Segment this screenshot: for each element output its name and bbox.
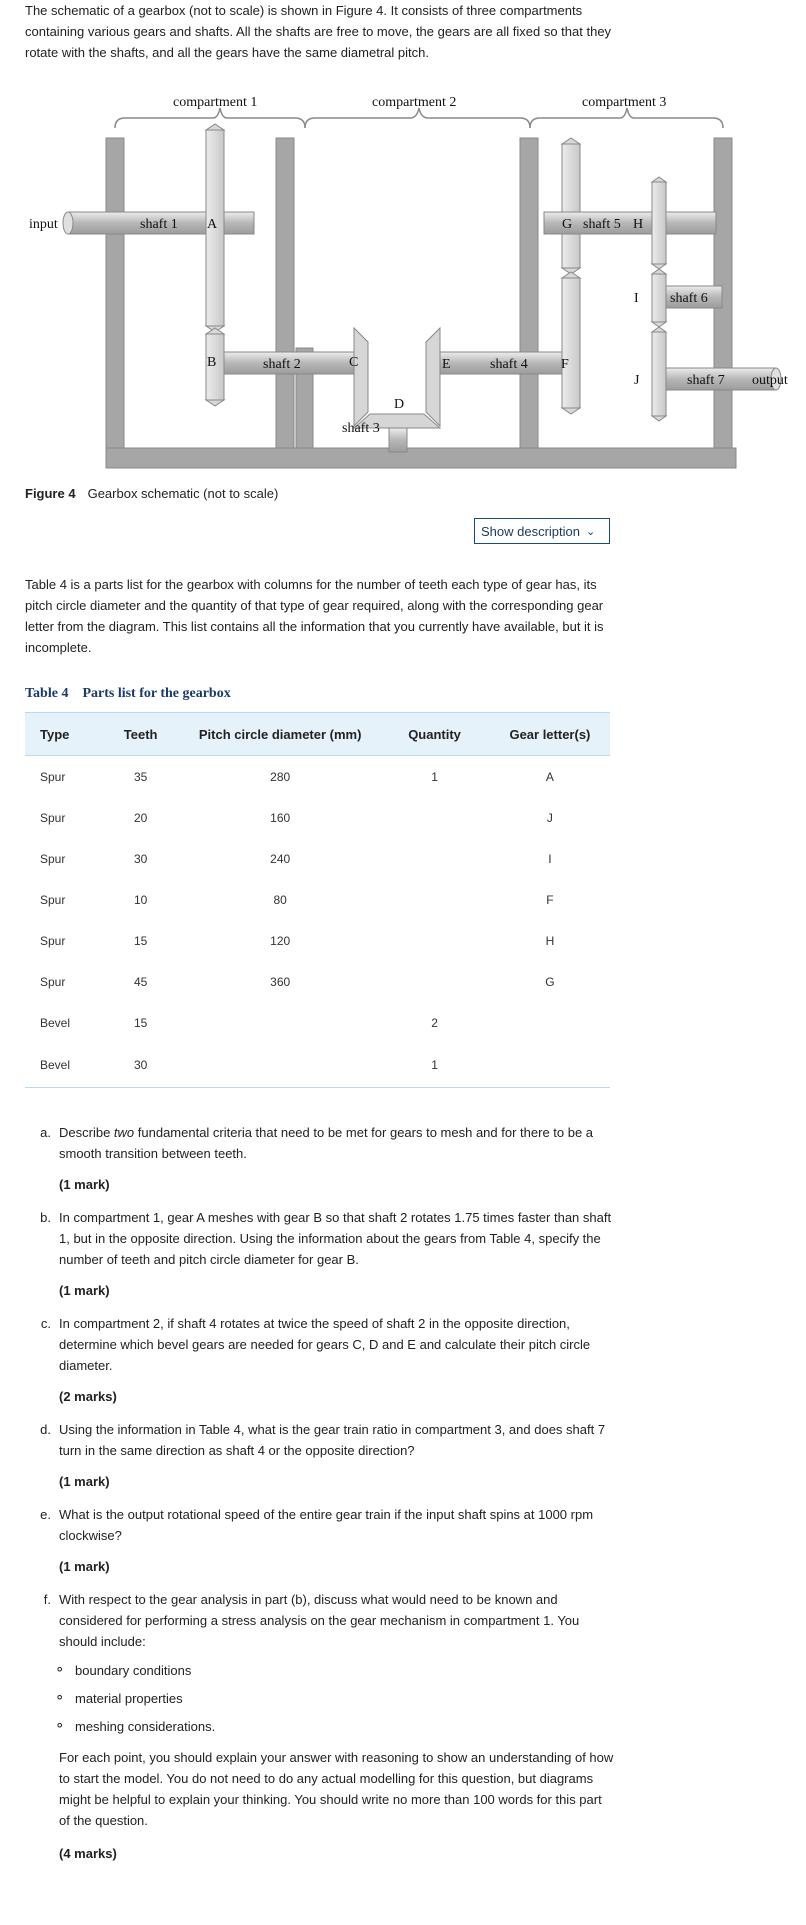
cell-quantity [379,838,490,879]
cell-teeth: 30 [133,851,148,866]
question-f [25,1589,615,1864]
question-text-post: fundamental criteria that need to be met for gears to mesh and for there to be a smooth transition between teeth. [59,1125,594,1161]
cell-pcd: 120 [270,933,291,948]
label-shaft2: shaft 2 [263,357,301,372]
question-letter: f. [43,1592,51,1607]
cell-quantity: 1 [431,769,438,784]
cell-teeth: 35 [133,769,148,784]
label-h: H [633,217,644,232]
parts-table [25,712,610,1088]
label-d: D [394,397,405,412]
question-mark: (2 marks) [59,1389,117,1404]
cell-type: Spur [40,851,66,866]
question-text: In compartment 2, if shaft 4 rotates at twice the speed of shaft 2 in the opposite direction, determine which bevel gears are needed for gears C, D and E and calculate their pitch circle diameter. [59,1316,591,1373]
gearbox-schematic [20,90,800,472]
parts-table-wrapper [25,712,610,1088]
figure-caption [25,486,278,501]
bullet-item: ∘ boundary conditions [75,1660,615,1681]
question-text-pre: Describe [59,1125,114,1140]
question-text: With respect to the gear analysis in part (b), discuss what would need to be known and considered for performing a stress analysis on the gear mechanism in compartment 1. You should include: [59,1592,580,1649]
cell-gear-letters [490,1002,610,1043]
figure-caption-label: Figure 4 [25,486,76,501]
question-c [25,1313,615,1407]
question-text: What is the output rotational speed of the entire gear train if the input shaft spins at 1000 rpm clockwise? [59,1507,594,1543]
cell-pcd: 240 [270,851,291,866]
question-text [59,1122,615,1164]
label-g: G [562,217,573,232]
cell-gear-letters: J [546,810,553,825]
question-text: Using the information in Table 4, what is the gear train ratio in compartment 3, and does shaft 7 turn in the same direction as shaft 4 or the opposite direction? [59,1422,606,1458]
table-caption [25,686,231,702]
question-text-emphasis: two [113,1125,135,1140]
label-shaft5: shaft 5 [583,217,621,232]
gear-j [652,327,666,421]
table-row [25,838,610,879]
question-a [25,1122,615,1195]
label-output: output [752,373,788,388]
label-j: J [634,373,640,388]
question-letter: c. [40,1316,51,1331]
question-letter: d. [40,1422,51,1437]
label-compartment1: compartment 1 [173,95,258,110]
bullet-list [25,1660,615,1737]
question-mark: (1 mark) [59,1283,110,1298]
question-text: In compartment 1, gear A meshes with gear B so that shaft 2 rotates 1.75 times faster than shaft 1, but in the opposite direction. Using the information about the gears from Table 4, specify the number of teeth and pitch circle diameter for gear B. [59,1210,612,1267]
label-compartment2: compartment 2 [372,95,457,110]
chevron-down-icon: ⌄ [586,525,596,538]
cell-type: Spur [40,810,66,825]
cell-quantity: 2 [431,1015,438,1030]
show-description-button[interactable] [474,518,610,544]
table-row [25,1043,610,1088]
cell-teeth: 20 [133,810,148,825]
question-letter: e. [40,1507,51,1522]
cell-pcd: 160 [270,810,291,825]
cell-pcd [181,1002,379,1043]
intro-paragraph: The schematic of a gearbox (not to scale) is shown in Figure 4. It consists of three compartments containing various gears and shafts. All the shafts are free to move, the gears are all fixed so that they rotate with the shafts, and all the gears have the same diametral pitch. [25,3,612,60]
bullet-item: ∘ meshing considerations. [75,1716,615,1737]
question-letter: b. [40,1210,51,1225]
cell-teeth: 15 [133,933,148,948]
cell-quantity [379,961,490,1002]
cell-gear-letters: I [548,851,552,866]
label-f: F [561,357,569,372]
question-mark: (1 mark) [59,1177,110,1192]
cell-pcd: 360 [270,974,291,989]
cell-quantity [379,797,490,838]
cell-teeth: 10 [133,892,148,907]
cell-pcd: 80 [273,892,287,907]
bullet-item: ∘ material properties [75,1688,615,1709]
header-teeth: Teeth [123,726,158,742]
cell-gear-letters: A [545,769,554,784]
gear-c [354,328,368,426]
question-mark: (1 mark) [59,1559,110,1574]
label-input: input [29,217,58,232]
label-shaft6: shaft 6 [670,291,708,306]
cell-type: Bevel [25,1043,100,1088]
compartment-braces [115,108,723,128]
cell-type: Spur [40,974,66,989]
question-mark: (1 mark) [59,1474,110,1489]
header-gear-letters: Gear letter(s) [509,726,591,742]
label-a: A [207,217,218,232]
table-header-row [25,713,610,756]
cell-type: Spur [40,892,66,907]
question-letter: a. [40,1125,51,1140]
cell-pcd [181,1043,379,1088]
gear-e [426,328,440,426]
table-row [25,961,610,1002]
header-quantity: Quantity [408,726,461,742]
cell-type: Bevel [40,1015,71,1030]
cell-type: Spur [40,769,66,784]
table-intro-paragraph: Table 4 is a parts list for the gearbox with columns for the number of teeth each type of gear has, its pitch circle diameter and the quantity of that type of gear required, along with the corresponding gear letter from the diagram. This list contains all the information that you currently have available, but it is incomplete. [25,577,604,655]
cell-gear-letters [490,1043,610,1088]
gear-h [652,177,666,269]
table-row [25,879,610,920]
label-shaft7: shaft 7 [687,373,725,388]
gear-i [652,269,666,327]
table-row [25,1002,610,1043]
question-list [25,1122,615,1876]
question-e [25,1504,615,1577]
show-description-label: Show description [481,523,580,539]
table-caption-text: Parts list for the gearbox [82,686,231,701]
cell-teeth: 45 [133,974,148,989]
question-b [25,1207,615,1301]
cell-teeth: 15 [133,1015,148,1030]
cell-quantity [379,879,490,920]
cell-gear-letters: H [545,933,555,948]
cell-pcd: 280 [270,769,291,784]
label-c: C [349,355,359,370]
cell-quantity: 1 [379,1043,490,1088]
label-compartment3: compartment 3 [582,95,667,110]
question-followup-text: For each point, you should explain your answer with reasoning to show an understanding of how to start the model. You do not need to do any actual modelling for this question, but diagrams might be helpful to explain your thinking. You should write no more than 100 words for this part of the question. [59,1750,614,1828]
label-i: I [634,291,639,306]
figure-caption-text: Gearbox schematic (not to scale) [87,486,279,501]
gear-f [562,272,580,414]
cell-quantity [379,920,490,961]
table-row [25,756,610,798]
cell-gear-letters: F [546,892,554,907]
table-caption-number: Table 4 [25,686,69,701]
label-shaft4: shaft 4 [490,357,528,372]
table-row [25,920,610,961]
shaft-3 [389,428,407,452]
header-pcd: Pitch circle diameter (mm) [198,726,362,742]
table-row [25,797,610,838]
question-mark: (4 marks) [59,1846,117,1861]
gear-g [562,138,580,274]
cell-type: Spur [40,933,66,948]
cell-gear-letters: G [545,974,555,989]
cell-teeth: 30 [100,1043,181,1088]
label-e: E [442,357,451,372]
label-shaft1: shaft 1 [140,217,178,232]
label-shaft3: shaft 3 [342,421,380,436]
header-type: Type [40,726,70,742]
question-d [25,1419,615,1492]
label-b: B [207,355,217,370]
